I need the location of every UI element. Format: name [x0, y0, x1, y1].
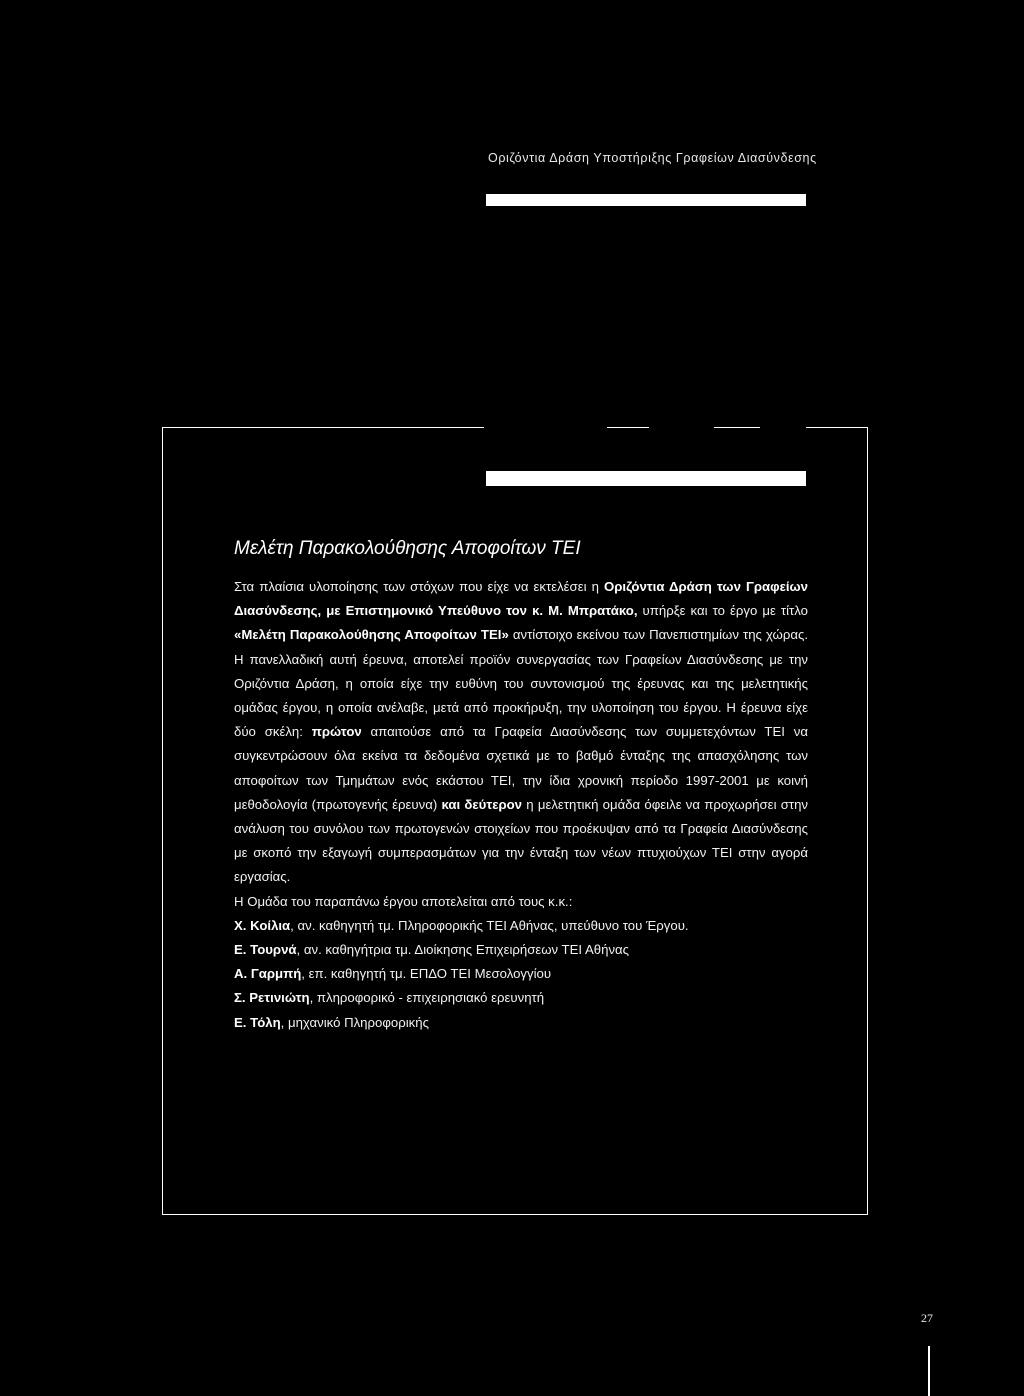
member-role: , μηχανικό Πληροφορικής [280, 1014, 429, 1030]
corner-rule [928, 1346, 930, 1396]
member-name: Χ. Κοίλια [234, 917, 291, 933]
team-member [234, 962, 808, 986]
team-member [234, 986, 808, 1010]
team-intro: Η Ομάδα του παραπάνω έργου αποτελείται από τους κ.κ.: [234, 893, 573, 909]
member-name: Ε. Τόλη [234, 1014, 281, 1030]
paragraph-text: η μελετητική ομάδα όφειλε να προχωρήσει στην ανάλυση του συνόλου των πρωτογενών στοιχείων που προέκυψαν από τα Γραφεία Διασύνδεσης με σκοπό την εξαγωγή συμπερασμάτων για την ένταξη των νέων πτυχιούχων ΤΕΙ στην αγορά εργασίας. [234, 796, 809, 885]
frame-bottom-edge [162, 1214, 868, 1215]
member-name: Α. Γαρμπή [234, 966, 302, 982]
frame-top-edge [714, 427, 760, 428]
team-member [234, 1011, 808, 1035]
frame-left-edge [162, 427, 163, 1215]
team-member [234, 914, 808, 938]
paragraph-bold: πρώτον [311, 724, 362, 740]
member-role: , πληροφορικό - επιχειρησιακό ερευνητή [309, 990, 545, 1006]
paragraph-bold: και δεύτερον [441, 796, 523, 812]
paragraph-bold: «Μελέτη Παρακολούθησης Αποφοίτων ΤΕΙ» [234, 627, 509, 643]
member-name: Σ. Ρετινιώτη [234, 990, 310, 1006]
frame-top-edge [162, 427, 484, 428]
paragraph-bold: Οριζόντια Δράση των Γραφείων Διασύνδεσης, με Επιστημονικό Υπεύθυνο τον κ. Μ. Μπρατάκο, [234, 579, 808, 619]
member-role: , αν. καθηγητή τμ. Πληροφορικής ΤΕΙ Αθήνας, υπεύθυνο του Έργου. [290, 917, 689, 933]
member-role: , αν. καθηγήτρια τμ. Διοίκησης Επιχειρήσεων ΤΕΙ Αθήνας [296, 942, 630, 958]
team-member [234, 938, 808, 962]
header-rule [486, 194, 806, 206]
member-role: , επ. καθηγητή τμ. ΕΠΔΟ ΤΕΙ Μεσολογγίου [301, 966, 552, 982]
section-rule [486, 471, 806, 486]
running-header: Οριζόντια Δράση Υποστήριξης Γραφείων Διασύνδεσης [488, 151, 817, 165]
frame-top-edge [607, 427, 649, 428]
section-title: Μελέτη Παρακολούθησης Αποφοίτων ΤΕΙ [234, 537, 581, 559]
paragraph-text: αντίστοιχο εκείνου των Πανεπιστημίων της χώρας. Η πανελλαδική αυτή έρευνα, αποτελεί προϊόν συνεργασίας των Γραφείων Διασύνδεσης με την Οριζόντια Δράση, η οποία είχε την ευθύνη του συντονισμού της έρευνας και της μελετητικής ομάδας έργου, η οποία ανέλαβε, μετά από προκήρυξη, την υλοποίηση του έργου. Η έρευνα είχε δύο σκέλη: [234, 627, 808, 740]
frame-right-edge [867, 427, 868, 1215]
paragraph-text: υπήρξε και το έργο με τίτλο [637, 603, 808, 619]
page-number: 27 [921, 1311, 933, 1325]
paragraph-text: απαιτούσε από τα Γραφεία Διασύνδεσης των συμμετεχόντων ΤΕΙ να συγκεντρώσουν όλα εκείνα τα δεδομένα σχετικά με το βαθμό ένταξης της απασχόλησης των αποφοίτων των Τμημάτων ενός εκάστου ΤΕΙ, την ίδια χρονική περίοδο 1997-2001 με κοινή μεθοδολογία (πρωτογενής έρευνα) [234, 724, 809, 812]
frame-top-edge [806, 427, 868, 428]
body-text [234, 575, 808, 1035]
main-paragraph [234, 575, 808, 890]
member-name: Ε. Τουρνά [234, 942, 297, 958]
paragraph-text: Στα πλαίσια υλοποίησης των στόχων που είχε να εκτελέσει η [234, 579, 604, 594]
